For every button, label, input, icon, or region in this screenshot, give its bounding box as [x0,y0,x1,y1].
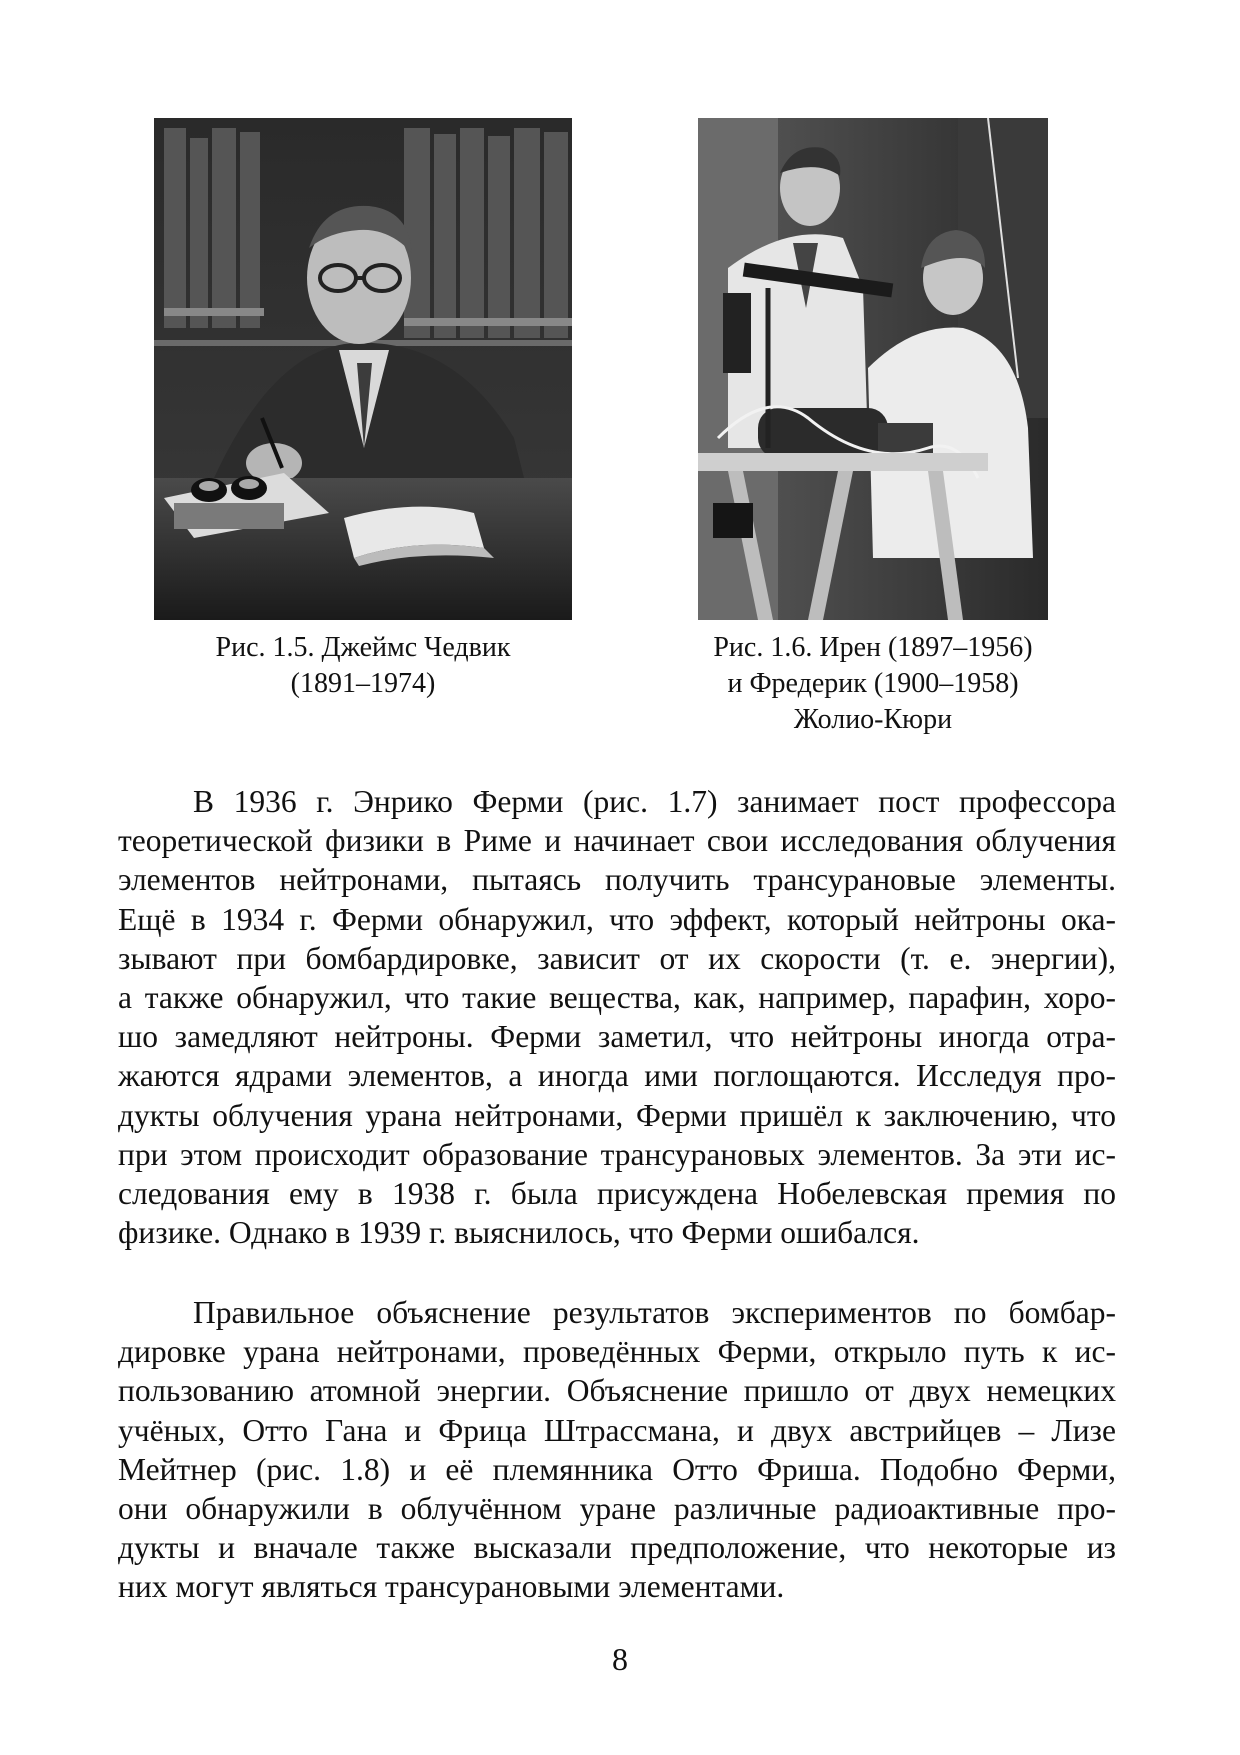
photo-joliot-curie [698,118,1048,620]
text-line: Ещё в 1934 г. Ферми обнаружил, что эффект, который нейтроны ока- [118,901,1116,937]
page-number: 8 [612,1641,628,1677]
figure-caption-1-5 [120,630,606,702]
caption-line: и Фредерик (1900–1958) [727,668,1019,699]
paragraph-fission-explanation [118,1293,1116,1607]
text-line: а также обнаружил, что такие вещества, как, например, парафин, хоро- [118,979,1116,1015]
text-line: шо замедляют нейтроны. Ферми заметил, что нейтроны иногда отра- [118,1019,1116,1055]
text-line: дукты облучения урана нейтронами, Ферми пришёл к заключению, что [118,1097,1116,1133]
figure-caption-1-6 [640,630,1106,738]
text-line: дировке урана нейтронами, проведённых Ферми, открыло путь к ис- [118,1334,1116,1370]
text-line: В 1936 г. Энрико Ферми (рис. 1.7) занимает пост профессора [193,784,1116,819]
text-line: физике. Однако в 1939 г. выяснилось, что Ферми ошибался. [118,1215,920,1251]
caption-line: Жолио-Кюри [793,704,953,735]
text-line: жаются ядрами элементов, а иногда ими поглощаются. Исследуя про- [118,1058,1116,1094]
text-line: при этом происходит образование трансурановых элементов. За эти ис- [118,1136,1116,1172]
text-line: них могут являться трансурановыми элементами. [118,1569,785,1605]
text-line: Мейтнер (рис. 1.8) и её племянника Отто Фриша. Подобно Ферми, [118,1451,1116,1487]
caption-line: Рис. 1.5. Джеймс Чедвик [215,632,511,663]
text-line: Правильное объяснение результатов экспериментов по бомбар- [193,1295,1116,1330]
photo-james-chadwick [154,118,572,620]
paragraph-fermi [118,782,1116,1252]
text-line: учёных, Отто Гана и Фрица Штрассмана, и двух австрийцев – Лизе [118,1412,1116,1448]
text-line: дукты и вначале также высказали предположение, что некоторые из [118,1530,1116,1566]
text-line: теоретической физики в Риме и начинает свои исследования облучения [118,823,1116,859]
text-line: зывают при бомбардировке, зависит от их скорости (т. е. энергии), [118,940,1116,976]
text-line: они обнаружили в облучённом уране различные радиоактивные про- [118,1490,1116,1526]
caption-line: (1891–1974) [290,668,436,699]
text-line: пользованию атомной энергии. Объяснение пришло от двух немецких [118,1373,1116,1409]
caption-line: Рис. 1.6. Ирен (1897–1956) [713,632,1033,663]
text-line: элементов нейтронами, пытаясь получить трансурановые элементы. [118,862,1116,898]
text-line: следования ему в 1938 г. была присуждена Нобелевская премия по [118,1175,1116,1211]
